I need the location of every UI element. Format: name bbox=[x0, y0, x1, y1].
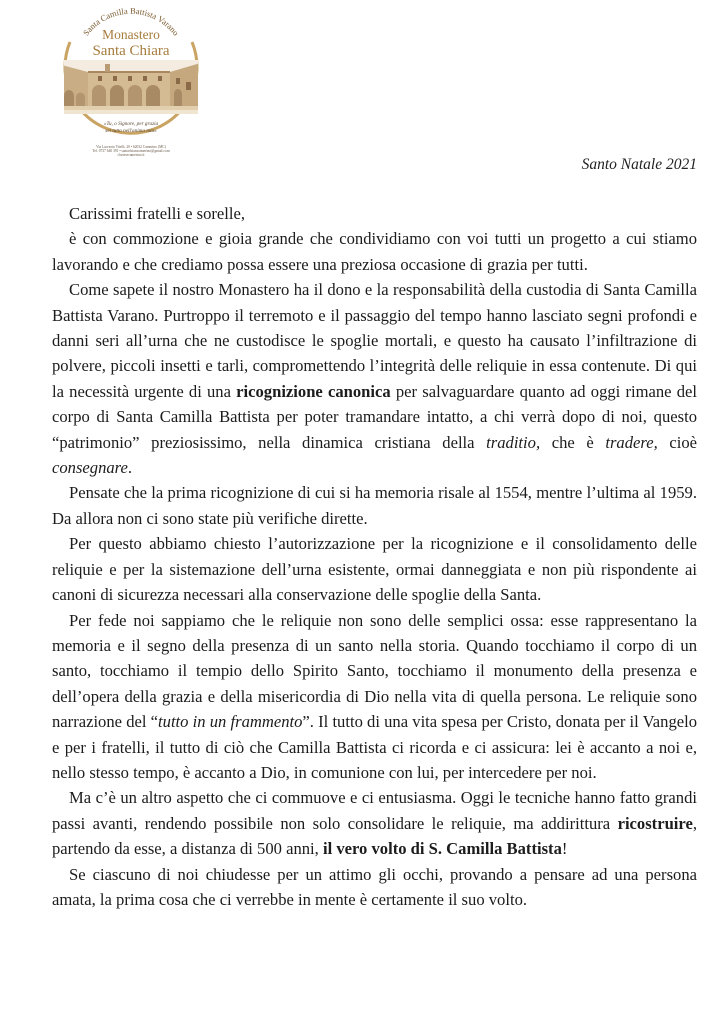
paragraph: Pensate che la prima ricognizione di cui si ha memoria risale al 1554, mentre l’ultima al 1959. Da allora non ci sono state più verifiche dirette. bbox=[52, 483, 697, 528]
logo-motto-line2: sei tutto nell'anima mia» bbox=[105, 128, 157, 134]
logo-title-line1: Monastero bbox=[102, 27, 160, 42]
paragraph: Ma c’è un altro aspetto che ci commuove e ci entusiasma. Oggi le tecniche hanno fatto grandi passi avanti, rendendo possibile non solo consolidare le reliquie, ma addirittura ricostruire, partendo da esse, a distanza di 500 anni, il vero volto di S. Camilla Battista! bbox=[52, 788, 697, 859]
emphasis-italic: traditio, bbox=[486, 432, 541, 452]
logo-arc-text: Santa Camilla Battista Varano bbox=[80, 5, 182, 38]
logo-address-line1: Via Lucrezio Vitelli, 20 • 62032 Camerino (MC) bbox=[96, 145, 166, 149]
logo-emblem bbox=[58, 2, 204, 157]
logo-address-line2: Tel. 0737 640 391 • santachiaracamerino@gmail.com bbox=[92, 149, 170, 153]
logo-motto-line1: «Tu, o Signore, per grazia bbox=[103, 121, 159, 127]
letter-body bbox=[52, 201, 697, 912]
letter-date: Santo Natale 2021 bbox=[581, 156, 697, 173]
courtyard-photo bbox=[58, 60, 204, 116]
logo-title-line2: Santa Chiara bbox=[92, 43, 170, 59]
emphasis-bold: ricostruire bbox=[617, 813, 693, 833]
paragraph: Se ciascuno di noi chiudesse per un attimo gli occhi, provando a pensare ad una persona amata, la prima cosa che ci verrebbe in mente è certamente il suo volto. bbox=[52, 864, 697, 909]
emphasis-italic: consegnare bbox=[52, 458, 128, 478]
emphasis-bold: ricognizione canonica bbox=[236, 381, 391, 401]
emphasis-italic: tradere, bbox=[605, 432, 658, 452]
paragraph: Per fede noi sappiamo che le reliquie non sono delle semplici ossa: esse rappresentano la memoria e il segno della presenza di un santo nella storia. Quando tocchiamo il corpo di un santo, tocchiamo il tempio dello Spirito Santo, tocchiamo il monumento della presenza e dell’opera della grazia e della misericordia di Dio nella vita di quella persona. Le reliquie sono narrazione del “tutto in un frammento”. Il tutto di una vita spesa per Cristo, donata per il Vangelo e per i fratelli, il tutto di ciò che Camilla Battista ci ricorda e ci assicura: lei è accanto a noi e, nello stesso tempo, è accanto a Dio, in comunione con lui, per intercedere per noi. bbox=[52, 610, 698, 782]
emphasis-bold: il vero volto di S. Camilla Battista bbox=[322, 839, 562, 859]
paragraph: è con commozione e gioia grande che condividiamo con voi tutti un progetto a cui stiamo lavorando e che crediamo possa essere una preziosa occasione di grazia per tutti. bbox=[52, 229, 697, 274]
paragraph: Per questo abbiamo chiesto l’autorizzazione per la ricognizione e il consolidamento delle reliquie e per la sistemazione dell’urna esistente, ormai danneggiata e non più rispondente ai canoni di sicurezza necessari alla conservazione delle spoglie della Santa. bbox=[52, 534, 697, 605]
emphasis-italic: tutto in un frammento bbox=[158, 712, 303, 732]
letter-salutation: Carissimi fratelli e sorelle, bbox=[69, 204, 246, 223]
logo-address-line3: clarissecamerino.it bbox=[117, 153, 145, 157]
paragraph: Come sapete il nostro Monastero ha il dono e la responsabilità della custodia di Santa Camilla Battista Varano. Purtroppo il terremoto e il passaggio del tempo hanno lasciato segni profondi e danni seri all’urna che ne custodisce le spoglie mortali, e questo ha causato l’infiltrazione di polvere, piccoli insetti e tarli, compromettendo l’integrità delle reliquie in essa contenute. Di qui la necessità urgente di una ricognizione canonica per salvaguardare quanto ad oggi rimane del corpo di Santa Camilla Battista per poter tramandare intatto, a chi verrà dopo di noi, questo “patrimonio” preziosissimo, nella dinamica cristiana della traditio, che è tradere, cioè consegnare. bbox=[52, 280, 698, 478]
monastery-logo bbox=[58, 2, 204, 157]
